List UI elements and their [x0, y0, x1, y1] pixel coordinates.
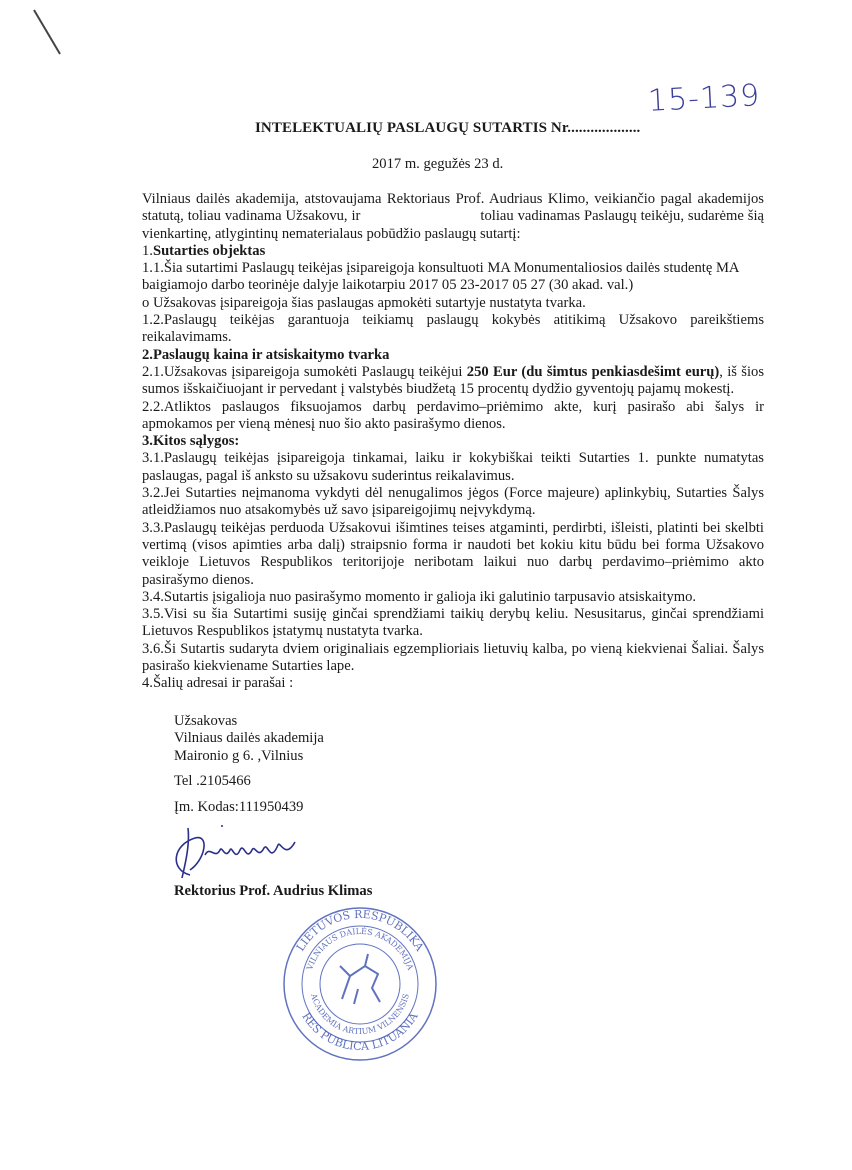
address-code: Įm. Kodas:111950439: [174, 798, 304, 815]
clause-3-6: 3.6.Ši Sutartis sudaryta dviem originaliais egzemplioriais lietuvių kalba, po vieną kiekvienai Šaliai. Šalys pasirašo kiekviename Sutarties lape.: [142, 640, 764, 675]
clause-2-1-b: , iš šios sumos išskaičiuojant ir pervedant į valstybės biudžetą 15 procentų dydžio gyventojų pajamų mokestį.: [142, 363, 765, 398]
intro-paragraph: [142, 191, 764, 243]
customer-address: [174, 713, 764, 817]
clause-1-1: 1.1.Šia sutartimi Paslaugų teikėjas įsipareigoja konsultuoti MA Monumentaliosios dailės studentę MA baigiamojo darbo teorinėje dalyje laikotarpiu 2017 05 23-2017 05 27 (30 akad. val.): [142, 260, 739, 294]
document-title: [255, 120, 640, 137]
svg-text:LIETUVOS RESPUBLIKA: LIETUVOS RESPUBLIKA: [293, 908, 427, 954]
clause-2-2: 2.2.Atliktos paslaugos fiksuojamos darbų perdavimo–priėmimo akte, kurį pasirašo abi šalys ir apmokamos per vieną mėnesį nuo šio akto pasirašymo dienos.: [142, 398, 764, 432]
address-tel: Tel .2105466: [174, 773, 251, 790]
section-3-heading: 3.Kitos sąlygos:: [142, 433, 240, 450]
signatory-name: Rektorius Prof. Audrius Klimas: [174, 883, 373, 900]
academy-seal-stamp: [280, 904, 440, 1064]
svg-text:ACADEMIA ARTIUM VILNENSIS: ACADEMIA ARTIUM VILNENSIS: [309, 992, 411, 1037]
section-1-heading: [142, 243, 764, 260]
clause-3-3: 3.3.Paslaugų teikėjas perduoda Užsakovui išimtines teises atgaminti, perdirbti, išleisti, platinti bei skelbti vertimą (visos apimties arba dalį) straipsnio forma ir naudoti bet kokiu kitu būdu bei forma Užsakovo veikloje Lietuvos Respublikos teritorijoje neribotam laikui nuo darbų perdavimo–priėmimo akto pasirašymo dienos.: [142, 519, 764, 588]
clause-1-1b: o Užsakovas įsipareigoja šias paslaugas apmokėti sutartyje nustatyta tvarka.: [142, 294, 586, 311]
intro-part1: Vilniaus dailės akademija, atstovaujama Rektoriaus Prof. Audriaus Klimo, veikiančio pagal akademijos statutą, toliau vadinama Užsakovu, ir: [142, 191, 764, 225]
clause-3-2: 3.2.Jei Sutarties neįmanoma vykdyti dėl nenugalimos jėgos (Force majeure) aplinkybių, Sutarties Šalys atleidžiamos nuo atsakomybės už savo įsipareigojimų neįvykdymą.: [142, 485, 764, 519]
clause-3-4: 3.4.Sutartis įsigalioja nuo pasirašymo momento ir galioja iki galutinio tarpusavio atsiskaitymo.: [142, 588, 697, 605]
section-4-heading: 4.Šalių adresai ir parašai :: [142, 675, 294, 692]
section-1-title: Sutarties objektas: [152, 242, 266, 259]
signature-area: [160, 816, 764, 882]
address-role: Užsakovas: [174, 712, 238, 729]
clause-1-2: 1.2.Paslaugų teikėjas garantuoja teikiamų paslaugų kokybės atitikimą Užsakovo pareikštiems reikalavimams.: [142, 312, 764, 346]
document-date: 2017 m. gegužės 23 d.: [372, 156, 504, 172]
contract-body: [142, 191, 764, 693]
title-text: INTELEKTUALIŲ PASLAUGŲ SUTARTIS Nr.: [255, 120, 572, 136]
svg-text:RES PUBLICA LITUANIA: RES PUBLICA LITUANIA: [299, 1010, 421, 1054]
address-street: Maironio g 6. ,Vilnius: [174, 747, 304, 764]
intro-part2: toliau vadinamas Paslaugų teikėju, sudarėme šią vienkartinę, atlygintinų nematerialaus pobūdžio paslaugų sutartį:: [142, 208, 764, 242]
payment-amount: 250 Eur (du šimtus penkiasdešimt eurų): [466, 363, 720, 380]
section-1-number: 1.: [142, 242, 153, 259]
scan-mark: [32, 8, 72, 58]
signature: [160, 820, 310, 880]
number-dots: ..................: [571, 120, 641, 136]
document-flow: [142, 191, 764, 1064]
clause-3-5: 3.5.Visi su šia Sutartimi susiję ginčai sprendžiami taikių derybų keliu. Nesusitarus, ginčai sprendžiami Lietuvos Respublikos įstatymų nustatyta tvarka.: [142, 606, 764, 640]
handwritten-number: 15-139: [647, 78, 762, 119]
clause-2-1: [142, 364, 764, 399]
svg-text:VILNIAUS DAILĖS AKADEMIJA: VILNIAUS DAILĖS AKADEMIJA: [305, 927, 415, 972]
section-2-heading: 2.Paslaugų kaina ir atsiskaitymo tvarka: [142, 346, 390, 363]
clause-3-1: 3.1.Paslaugų teikėjas įsipareigoja tinkamai, laiku ir kokybiškai teikti Sutarties 1. punkte numatytas paslaugas, pagal iš anksto su užsakovu suderintus reikalavimus.: [142, 450, 764, 484]
address-name: Vilniaus dailės akademija: [174, 730, 324, 747]
clause-2-1-a: 2.1.Užsakovas įsipareigoja sumokėti Paslaugų teikėjui: [142, 363, 467, 380]
